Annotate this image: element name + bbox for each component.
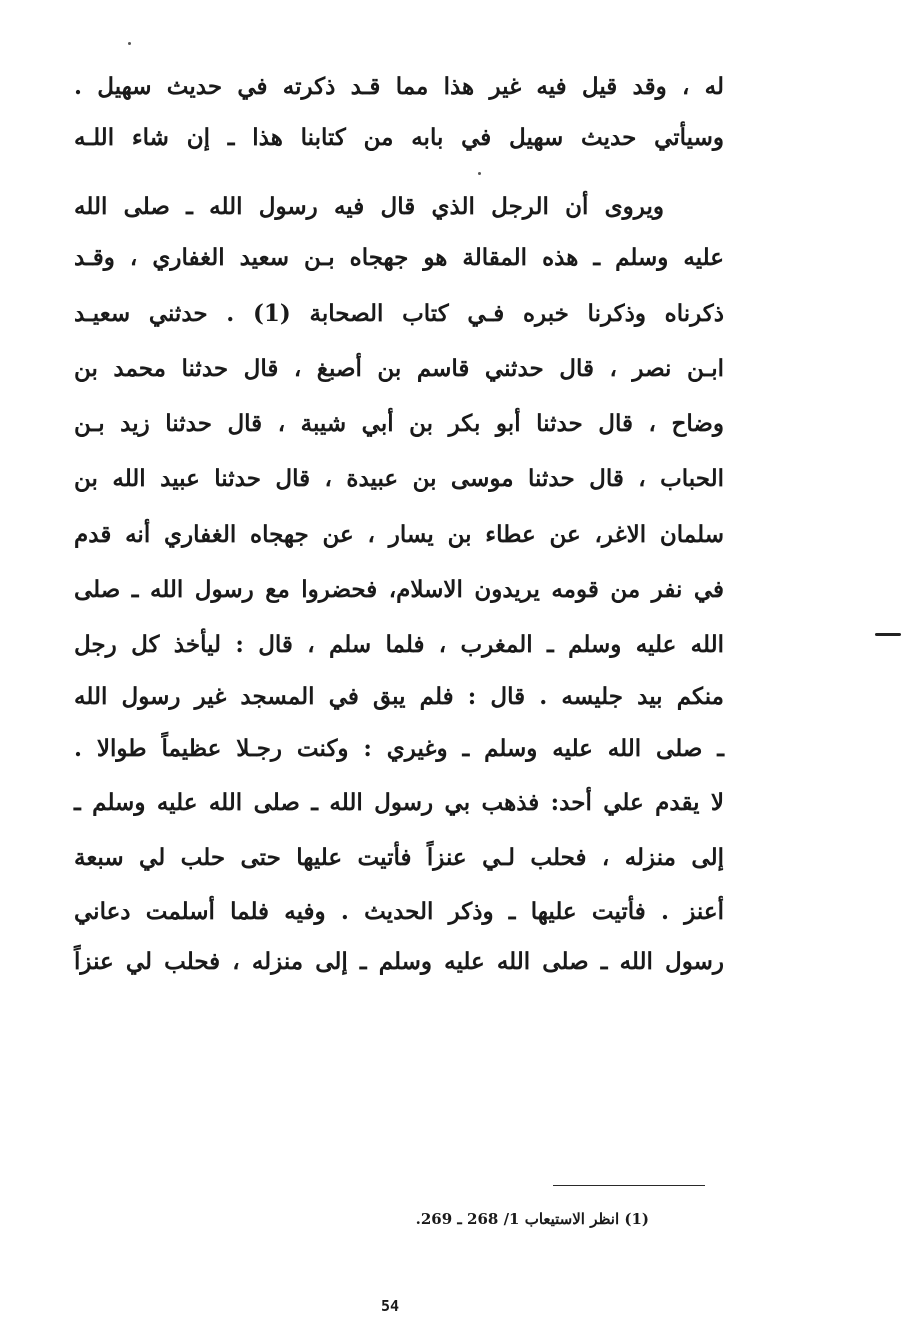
text-line-12: منكم بيد جليسه . قال : فلم يبق في المسجد غير رسول الله — [74, 683, 724, 710]
text-line-11: الله عليه وسلم ـ المغرب ، فلما سلم ، قال : ليأخذ كل رجل — [74, 631, 724, 658]
text-line-16: أعنز . فأتيت عليها ـ وذكر الحديث . وفيه فلما أسلمت دعاني — [74, 898, 724, 925]
paragraph-start-line: ويروى أن الرجل الذي قال فيه رسول الله ـ صلى الله — [74, 193, 664, 220]
text-line-10: في نفر من قومه يريدون الاسلام، فحضروا مع رسول الله ـ صلى — [74, 576, 724, 603]
text-line-13: ـ صلى الله عليه وسلم ـ وغيري : وكنت رجـلا عظيماً طوالا . — [74, 735, 724, 762]
footnote-divider — [553, 1185, 705, 1186]
footnote-text: (1) انظر الاستيعاب 1/ 268 ـ 269. — [415, 1210, 649, 1228]
text-line-14: لا يقدم علي أحد: فذهب بي رسول الله ـ صلى الله عليه وسلم ـ — [74, 789, 724, 816]
text-line-6: ابـن نصر ، قال حدثني قاسم بن أصبغ ، قال حدثنا محمد بن — [74, 355, 724, 382]
page-number: 54 — [380, 1297, 400, 1315]
text-line-1: له ، وقد قيل فيه غير هذا مما قـد ذكرته في حديث سهيل . — [74, 73, 724, 100]
text-line-2: وسيأتي حديث سهيل في بابه من كتابنا هذا ـ إن شاء اللـه — [74, 124, 724, 151]
text-line-9: سلمان الاغر، عن عطاء بن يسار ، عن جهجاه الغفاري أنه قدم — [74, 521, 724, 548]
scan-speck — [128, 42, 131, 45]
text-line-7: وضاح ، قال حدثنا أبو بكر بن أبي شيبة ، قال حدثنا زيد بـن — [74, 410, 724, 437]
text-line-15: إلى منزله ، فحلب لـي عنزاً فأتيت عليها حتى حلب لي سبعة — [74, 844, 724, 871]
margin-dash-mark — [875, 633, 901, 636]
text-line-4: عليه وسلم ـ هذه المقالة هو جهجاه بـن سعيد الغفاري ، وقـد — [74, 244, 724, 271]
text-line-5: ذكرناه وذكرنا خبره فـي كتاب الصحابة (1) . حدثني سعيـد — [74, 300, 724, 327]
text-line-17: رسول الله ـ صلى الله عليه وسلم ـ إلى منزله ، فحلب لي عنزاً — [74, 948, 724, 975]
scan-speck — [478, 172, 481, 175]
text-line-8: الحباب ، قال حدثنا موسى بن عبيدة ، قال حدثنا عبيد الله بن — [74, 465, 724, 492]
